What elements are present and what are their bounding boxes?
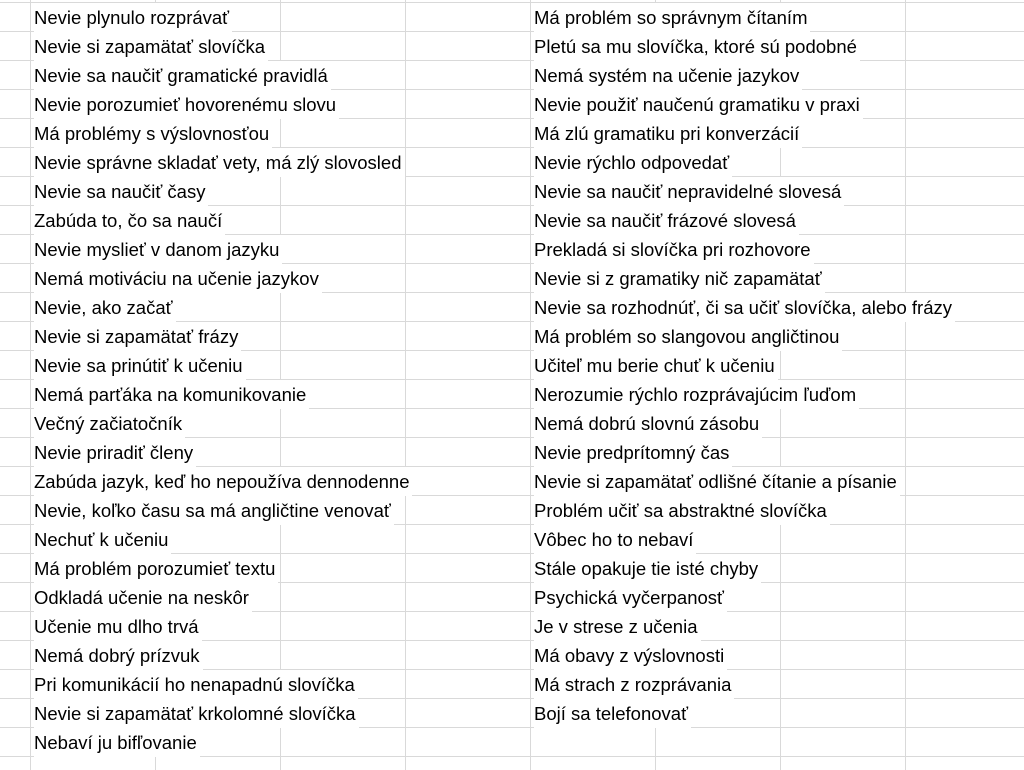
cell-column-a[interactable]: Nevie porozumieť hovorenému slovu <box>34 90 339 119</box>
cell-column-a[interactable]: Nemá motiváciu na učenie jazykov <box>34 264 322 293</box>
cell-column-b[interactable]: Nevie sa naučiť nepravidelné slovesá <box>534 177 844 206</box>
cell-column-a[interactable]: Má problémy s výslovnosťou <box>34 119 272 148</box>
grid-column-line <box>905 0 906 770</box>
cell-column-b[interactable]: Má problém so správnym čítaním <box>534 3 810 32</box>
cell-column-b[interactable]: Prekladá si slovíčka pri rozhovore <box>534 235 814 264</box>
cell-column-b[interactable]: Nevie použiť naučenú gramatiku v praxi <box>534 90 863 119</box>
cell-column-b[interactable]: Nevie sa naučiť frázové slovesá <box>534 206 799 235</box>
cell-column-b[interactable]: Nevie si zapamätať odlišné čítanie a písanie <box>534 467 900 496</box>
grid-column-line <box>405 0 406 770</box>
cell-column-a[interactable]: Nevie sa naučiť gramatické pravidlá <box>34 61 331 90</box>
cell-column-b[interactable]: Pletú sa mu slovíčka, ktoré sú podobné <box>534 32 860 61</box>
cell-column-b[interactable]: Bojí sa telefonovať <box>534 699 691 728</box>
cell-column-a[interactable]: Nevie, ako začať <box>34 293 176 322</box>
cell-column-b[interactable]: Nevie sa rozhodnúť, či sa učiť slovíčka, alebo frázy <box>534 293 955 322</box>
cell-column-b[interactable]: Problém učiť sa abstraktné slovíčka <box>534 496 830 525</box>
cell-column-a[interactable]: Nevie správne skladať vety, má zlý slovosled <box>34 148 405 177</box>
cell-column-a[interactable]: Nebaví ju bifľovanie <box>34 728 200 757</box>
cell-column-a[interactable]: Nevie sa naučiť časy <box>34 177 208 206</box>
cell-column-a[interactable]: Nevie si zapamätať slovíčka <box>34 32 268 61</box>
cell-column-a[interactable]: Nevie si zapamätať krkolomné slovíčka <box>34 699 359 728</box>
cell-column-a[interactable]: Nemá dobrý prízvuk <box>34 641 203 670</box>
cell-column-b[interactable]: Má strach z rozprávania <box>534 670 734 699</box>
cell-column-a[interactable]: Zabúda to, čo sa naučí <box>34 206 225 235</box>
cell-column-b[interactable]: Je v strese z učenia <box>534 612 701 641</box>
cell-column-b[interactable]: Nerozumie rýchlo rozprávajúcim ľuďom <box>534 380 859 409</box>
grid-column-line <box>30 0 31 770</box>
cell-column-a[interactable]: Odkladá učenie na neskôr <box>34 583 252 612</box>
cell-column-a[interactable]: Večný začiatočník <box>34 409 185 438</box>
cell-column-b[interactable]: Vôbec ho to nebaví <box>534 525 696 554</box>
cell-column-b[interactable]: Psychická vyčerpanosť <box>534 583 727 612</box>
cell-column-a[interactable]: Nevie si zapamätať frázy <box>34 322 241 351</box>
cell-column-a[interactable]: Pri komunikácií ho nenapadnú slovíčka <box>34 670 358 699</box>
cell-column-a[interactable]: Nevie plynulo rozprávať <box>34 3 232 32</box>
cell-column-a[interactable]: Nevie sa prinútiť k učeniu <box>34 351 246 380</box>
cell-column-b[interactable]: Nevie rýchlo odpovedať <box>534 148 732 177</box>
cell-column-b[interactable]: Stále opakuje tie isté chyby <box>534 554 761 583</box>
grid-column-line <box>530 0 531 770</box>
cell-column-a[interactable]: Nevie, koľko času sa má angličtine venovať <box>34 496 394 525</box>
cell-column-a[interactable]: Nevie myslieť v danom jazyku <box>34 235 282 264</box>
cell-column-b[interactable]: Má obavy z výslovnosti <box>534 641 727 670</box>
cell-column-b[interactable]: Nemá dobrú slovnú zásobu <box>534 409 762 438</box>
cell-column-a[interactable]: Nemá parťáka na komunikovanie <box>34 380 309 409</box>
cell-column-a[interactable]: Zabúda jazyk, keď ho nepoužíva dennodenne <box>34 467 412 496</box>
cell-column-a[interactable]: Nechuť k učeniu <box>34 525 171 554</box>
cell-column-b[interactable]: Má problém so slangovou angličtinou <box>534 322 842 351</box>
cell-column-a[interactable]: Nevie priradiť členy <box>34 438 196 467</box>
cell-column-b[interactable]: Nevie predprítomný čas <box>534 438 732 467</box>
cell-column-b[interactable]: Učiteľ mu berie chuť k učeniu <box>534 351 778 380</box>
cell-column-a[interactable]: Má problém porozumieť textu <box>34 554 278 583</box>
cell-column-b[interactable]: Má zlú gramatiku pri konverzácií <box>534 119 802 148</box>
cell-column-b[interactable]: Nemá systém na učenie jazykov <box>534 61 802 90</box>
cell-column-a[interactable]: Učenie mu dlho trvá <box>34 612 202 641</box>
cell-column-b[interactable]: Nevie si z gramatiky nič zapamätať <box>534 264 825 293</box>
